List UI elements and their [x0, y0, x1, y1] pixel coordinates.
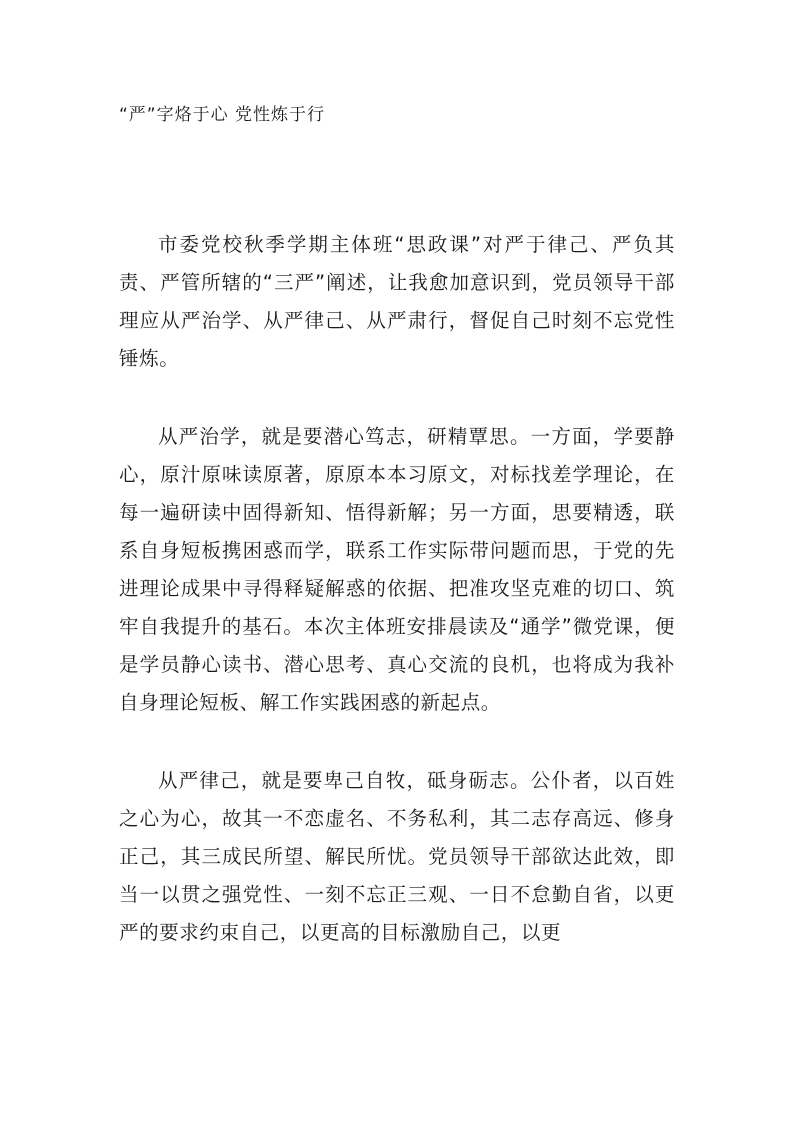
document-title: “严”字烙于心 党性炼于行	[119, 105, 326, 125]
document-body	[119, 226, 675, 992]
paragraph-self-discipline: 从严律己，就是要卑己自牧，砥身砺志。公仆者，以百姓之心为心，故其一不恋虚名、不务私利，其二志存高远、修身正己，其三成民所望、解民所忧。党员领导干部欲达此效，即当一以贯之强党性、一刻不忘正三观、一日不怠勤自省，以更严的要求约束自己，以更高的目标激励自己，以更	[119, 769, 675, 944]
paragraph-study: 从严治学，就是要潜心笃志，研精覃思。一方面，学要静心，原汁原味读原著，原原本本习原文，对标找差学理论，在每一遍研读中固得新知、悟得新解；另一方面，思要精透，联系自身短板携困惑而学，联系工作实际带问题而思，于党的先进理论成果中寻得释疑解惑的依据、把准攻坚克难的切口、筑牢自我提升的基石。本次主体班安排晨读及“通学”微党课，便是学员静心读书、潜心思考、真心交流的良机，也将成为我补自身理论短板、解工作实践困惑的新起点。	[119, 425, 675, 714]
paragraph-intro: 市委党校秋季学期主体班“思政课”对严于律己、严负其责、严管所辖的“三严”阐述，让我愈加意识到，党员领导干部理应从严治学、从严律己、从严肃行，督促自己时刻不忘党性锤炼。	[119, 233, 675, 370]
